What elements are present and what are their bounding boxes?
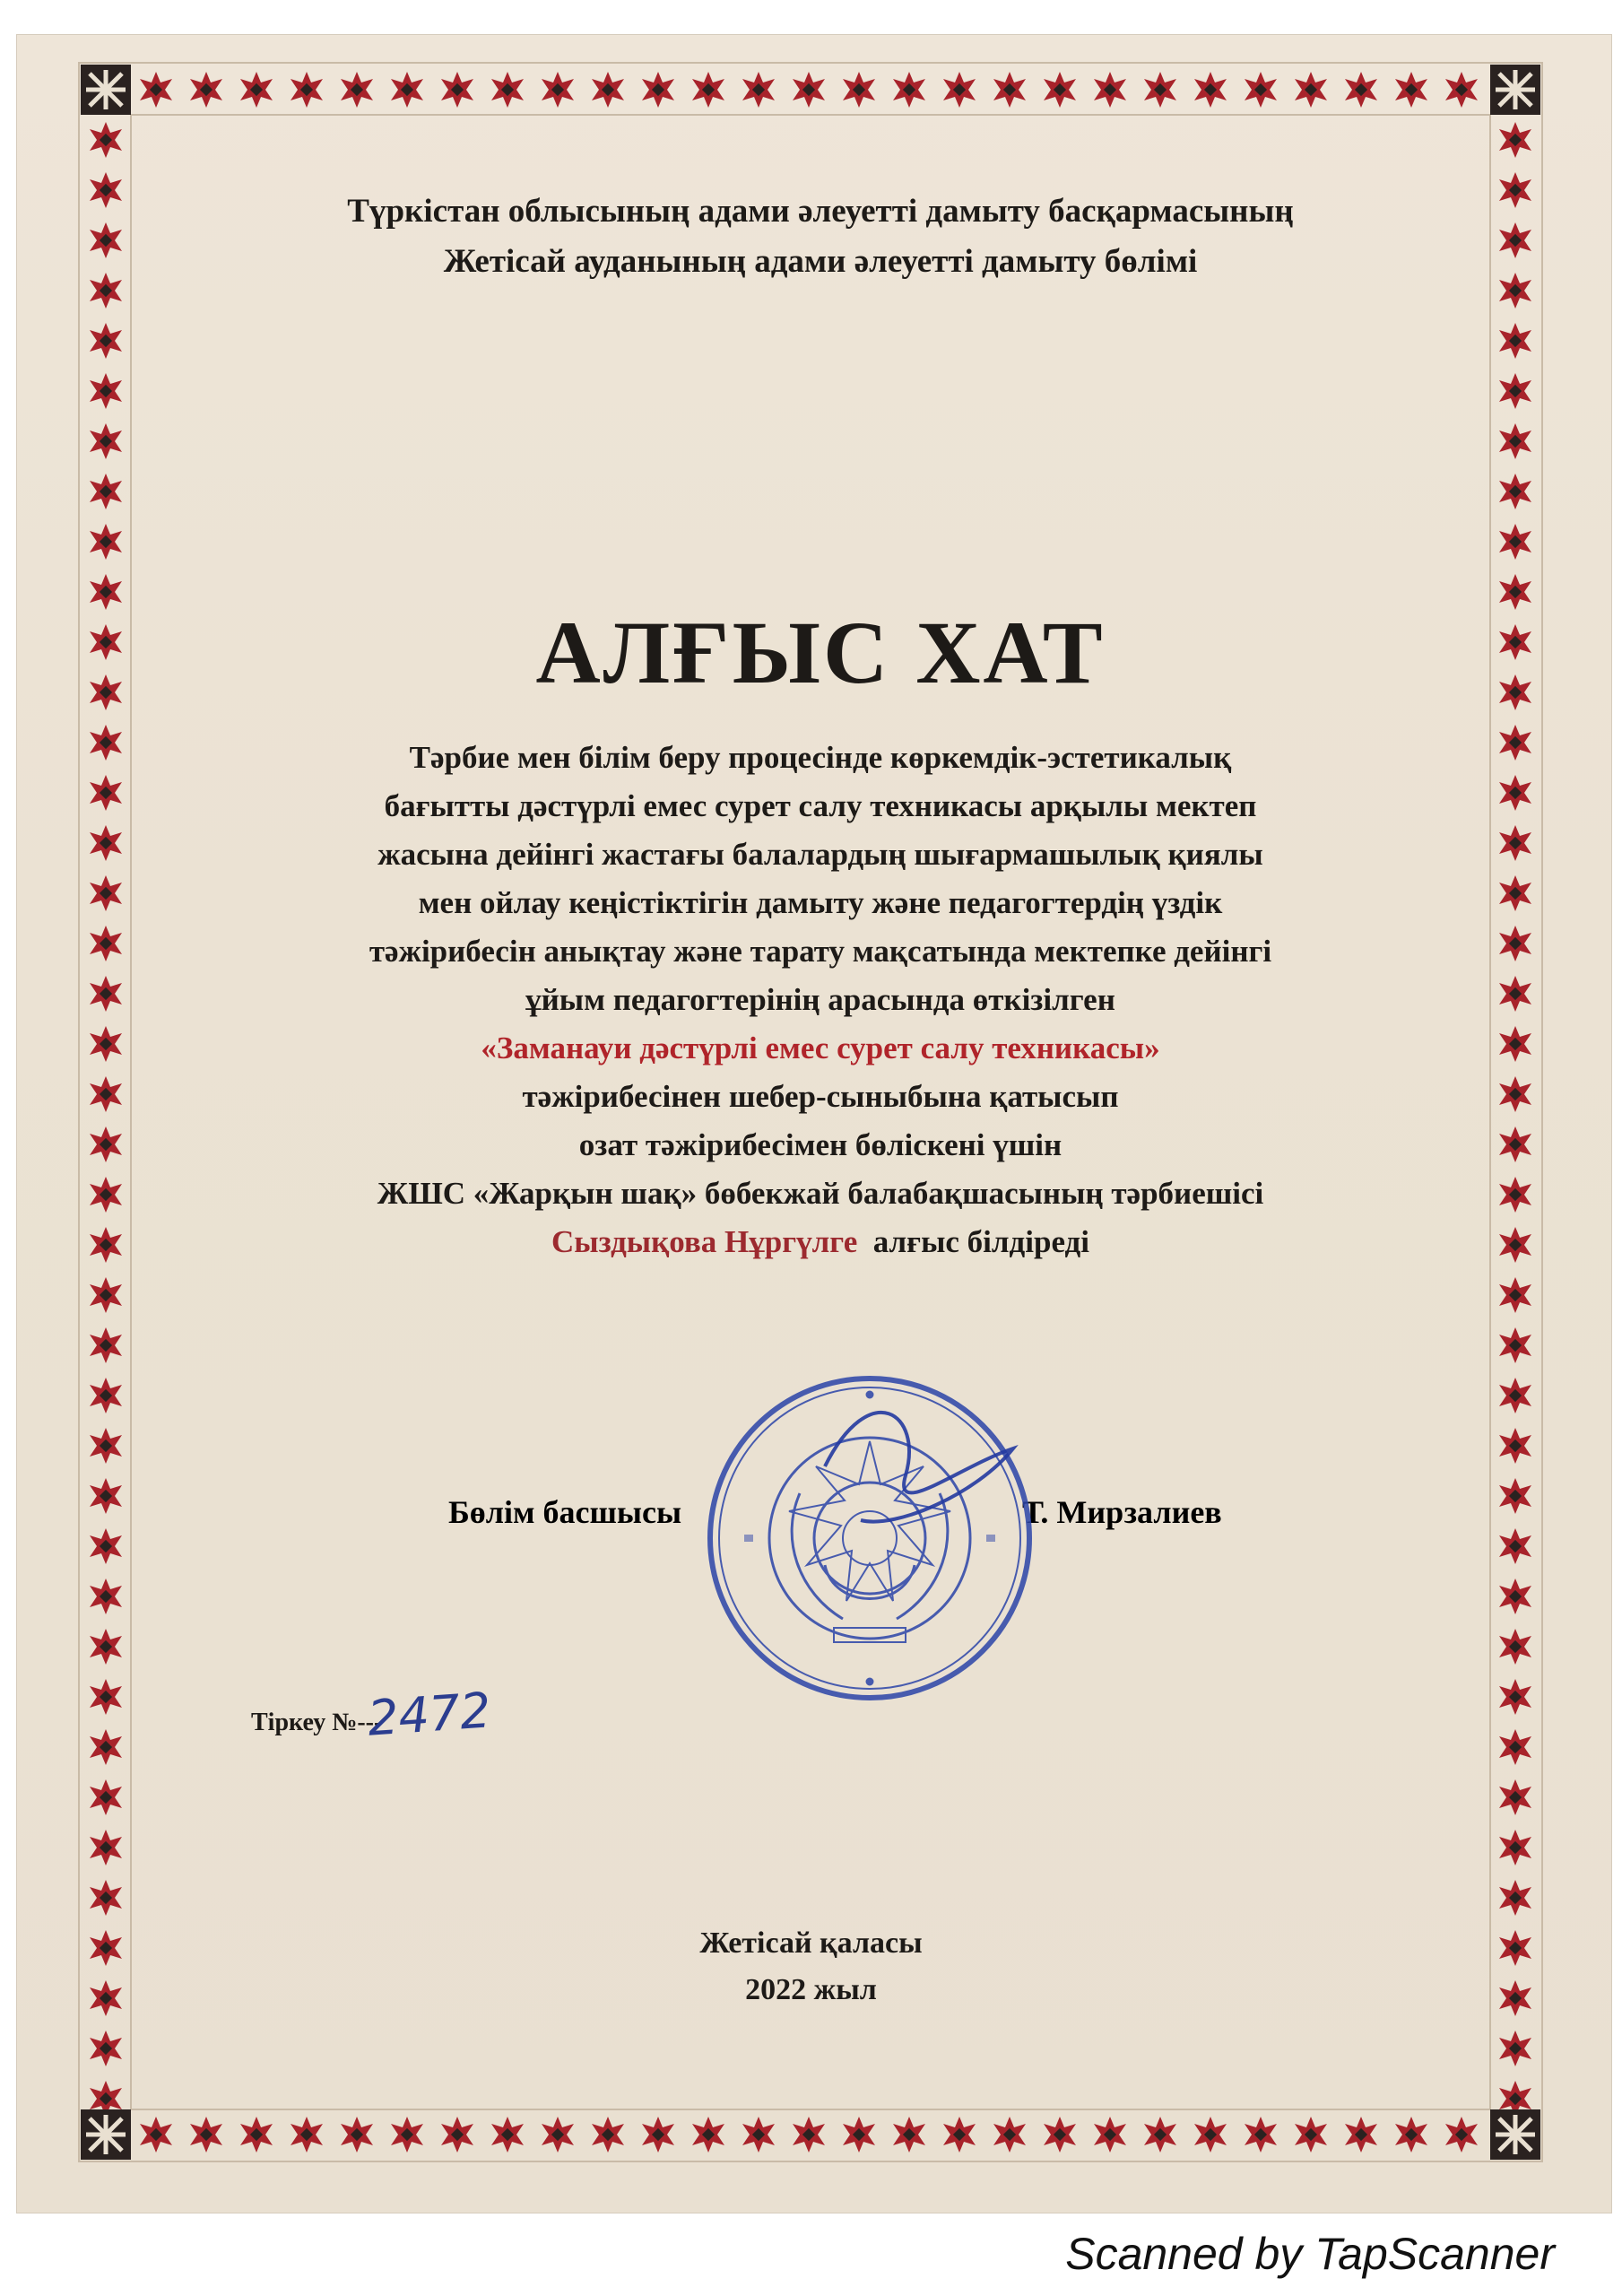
border-motif bbox=[90, 1578, 122, 1614]
border-motif bbox=[90, 1428, 122, 1464]
border-motif bbox=[1499, 1378, 1531, 1413]
border-motif bbox=[391, 2117, 423, 2152]
border-motif bbox=[341, 72, 373, 108]
border-motif bbox=[90, 122, 122, 158]
border-motif bbox=[1445, 72, 1478, 108]
border-motif bbox=[1094, 72, 1126, 108]
border-motif bbox=[1499, 1578, 1531, 1614]
event-title: «Заманауи дәстүрлі емес сурет салу техникасы» bbox=[481, 1031, 1160, 1065]
border-motif bbox=[1499, 926, 1531, 961]
border-motif bbox=[90, 1779, 122, 1815]
border-motif bbox=[1395, 2117, 1427, 2152]
scanner-watermark: Scanned by TapScanner bbox=[1065, 2229, 1555, 2279]
border-motif bbox=[240, 2117, 273, 2152]
border-motif bbox=[140, 2117, 172, 2152]
border-motif bbox=[1499, 825, 1531, 861]
border-motif bbox=[90, 1880, 122, 1916]
border-motif bbox=[1499, 222, 1531, 258]
border-motif bbox=[90, 1528, 122, 1564]
recipient-name: Сыздықова Нұргүлге bbox=[551, 1224, 858, 1259]
border-motif bbox=[943, 2117, 976, 2152]
border-motif bbox=[90, 1679, 122, 1715]
border-corner bbox=[1490, 65, 1540, 115]
border-motif bbox=[542, 2117, 574, 2152]
border-motif bbox=[1499, 1528, 1531, 1564]
border-motif bbox=[1194, 2117, 1227, 2152]
border-motif bbox=[90, 1026, 122, 1062]
border-motif bbox=[90, 1177, 122, 1213]
border-motif bbox=[441, 2117, 473, 2152]
border-motif bbox=[1499, 323, 1531, 359]
border-motif bbox=[90, 2031, 122, 2066]
border-motif bbox=[793, 2117, 825, 2152]
border-motif bbox=[1144, 72, 1176, 108]
border-motif bbox=[90, 524, 122, 560]
body-line: озат тәжірибесімен бөліскені үшін bbox=[578, 1127, 1063, 1162]
body-line: тәжірибесін анықтау және тарату мақсатында мектепке дейінгі bbox=[369, 934, 1272, 969]
body-line: ЖШС «Жарқын шақ» бөбекжай балабақшасының тәрбиешісі bbox=[377, 1176, 1264, 1211]
border-motif bbox=[1499, 1227, 1531, 1263]
border-motif bbox=[1295, 2117, 1327, 2152]
border-motif bbox=[1499, 1126, 1531, 1162]
border-motif bbox=[1499, 574, 1531, 610]
border-motif bbox=[1499, 875, 1531, 911]
border-motif bbox=[943, 72, 976, 108]
border-motif bbox=[642, 72, 674, 108]
border-motif bbox=[1044, 72, 1076, 108]
border-motif bbox=[90, 624, 122, 660]
registration-number: 2472 bbox=[365, 1682, 493, 1747]
border-motif bbox=[1345, 2117, 1377, 2152]
border-motif bbox=[341, 2117, 373, 2152]
border-motif bbox=[1499, 1729, 1531, 1765]
border-corner bbox=[1490, 2109, 1540, 2160]
border-motif bbox=[1499, 122, 1531, 158]
border-motif bbox=[993, 72, 1026, 108]
border-motif bbox=[1445, 2117, 1478, 2152]
border-motif bbox=[90, 172, 122, 208]
border-motif bbox=[1499, 1779, 1531, 1815]
border-motif bbox=[1499, 1830, 1531, 1866]
registration-label: Тіркеу №--- bbox=[251, 1709, 383, 1736]
border-motif bbox=[993, 2117, 1026, 2152]
signatory-name: Т. Мирзалиев bbox=[1022, 1494, 1222, 1530]
border-motif bbox=[90, 825, 122, 861]
border-motif bbox=[441, 72, 473, 108]
border-motif bbox=[1499, 976, 1531, 1012]
border-motif bbox=[90, 875, 122, 911]
border-motif bbox=[1499, 474, 1531, 509]
body-line: мен ойлау кеңістіктігін дамыту және педагогтердің үздік bbox=[418, 885, 1223, 920]
border-motif bbox=[140, 72, 172, 108]
recipient-line bbox=[179, 1218, 1462, 1266]
border-motif bbox=[90, 323, 122, 359]
border-motif bbox=[1295, 72, 1327, 108]
border-motif bbox=[90, 222, 122, 258]
border-motif bbox=[291, 72, 323, 108]
border-motif bbox=[742, 2117, 775, 2152]
border-motif bbox=[843, 72, 875, 108]
border-motif bbox=[1044, 2117, 1076, 2152]
border-corner bbox=[81, 2109, 131, 2160]
border-motif bbox=[1245, 2117, 1277, 2152]
border-motif bbox=[90, 725, 122, 761]
border-motif bbox=[592, 72, 624, 108]
border-motif bbox=[1345, 72, 1377, 108]
border-motif bbox=[692, 72, 724, 108]
border-motif bbox=[90, 373, 122, 409]
border-motif bbox=[592, 2117, 624, 2152]
issue-city: Жетісай қаласы bbox=[699, 1926, 923, 1960]
border-motif bbox=[190, 72, 222, 108]
border-motif bbox=[90, 926, 122, 961]
border-motif bbox=[742, 72, 775, 108]
border-motif bbox=[1499, 1880, 1531, 1916]
border-motif bbox=[542, 72, 574, 108]
issuer-line-2: Жетісай ауданының адами әлеуетті дамыту бөлімі bbox=[443, 243, 1198, 280]
border-motif bbox=[90, 1629, 122, 1665]
border-motif bbox=[240, 72, 273, 108]
border-motif bbox=[893, 72, 925, 108]
border-motif bbox=[491, 72, 524, 108]
border-motif bbox=[90, 1277, 122, 1313]
official-stamp bbox=[690, 1359, 1049, 1718]
border-motif bbox=[291, 2117, 323, 2152]
border-motif bbox=[1499, 1177, 1531, 1213]
border-motif bbox=[1144, 2117, 1176, 2152]
body-line: ұйым педагогтерінің арасында өткізілген bbox=[525, 982, 1115, 1017]
border-motif bbox=[1194, 72, 1227, 108]
border-motif bbox=[1499, 624, 1531, 660]
border-motif bbox=[1499, 423, 1531, 459]
signatory-position: Бөлім басшысы bbox=[448, 1494, 682, 1530]
body-line: бағытты дәстүрлі емес сурет салу техникасы арқылы мектеп bbox=[384, 788, 1257, 823]
border-motif bbox=[1499, 373, 1531, 409]
border-motif bbox=[1499, 524, 1531, 560]
border-motif bbox=[1499, 1026, 1531, 1062]
body-line: жасына дейінгі жастағы балалардың шығармашылық қиялы bbox=[377, 837, 1263, 872]
border-motif bbox=[1499, 1277, 1531, 1313]
letter-body bbox=[179, 734, 1462, 1266]
issuer-line-1: Түркістан облысының адами әлеуетті дамыту басқармасының bbox=[347, 193, 1294, 230]
border-motif bbox=[1499, 1478, 1531, 1514]
border-motif bbox=[1094, 2117, 1126, 2152]
border-motif bbox=[1499, 172, 1531, 208]
border-motif bbox=[1245, 72, 1277, 108]
border-motif bbox=[1499, 1428, 1531, 1464]
border-motif bbox=[90, 1478, 122, 1514]
border-motif bbox=[90, 674, 122, 710]
border-motif bbox=[1499, 1679, 1531, 1715]
border-motif bbox=[90, 474, 122, 509]
border-motif bbox=[90, 1729, 122, 1765]
border-motif bbox=[90, 976, 122, 1012]
border-motif bbox=[1499, 1327, 1531, 1363]
border-motif bbox=[1499, 775, 1531, 811]
border-motif bbox=[893, 2117, 925, 2152]
border-motif bbox=[1499, 674, 1531, 710]
border-motif bbox=[90, 423, 122, 459]
border-corner bbox=[81, 65, 131, 115]
border-motif bbox=[90, 775, 122, 811]
border-motif bbox=[90, 1227, 122, 1263]
border-motif bbox=[90, 574, 122, 610]
body-line: тәжірибесінен шебер-сыныбына қатысып bbox=[522, 1079, 1119, 1114]
border-motif bbox=[90, 1327, 122, 1363]
border-motif bbox=[1499, 2031, 1531, 2066]
border-motif bbox=[793, 72, 825, 108]
border-motif bbox=[1499, 273, 1531, 309]
border-motif bbox=[1499, 1629, 1531, 1665]
border-motif bbox=[1395, 72, 1427, 108]
border-motif bbox=[90, 273, 122, 309]
border-motif bbox=[90, 1378, 122, 1413]
border-motif bbox=[1499, 725, 1531, 761]
border-motif bbox=[90, 1076, 122, 1112]
border-motif bbox=[90, 1126, 122, 1162]
border-motif bbox=[90, 1830, 122, 1866]
border-motif bbox=[190, 2117, 222, 2152]
issue-year: 2022 жыл bbox=[745, 1973, 877, 2006]
border-motif bbox=[843, 2117, 875, 2152]
border-motif bbox=[1499, 1076, 1531, 1112]
body-line: Тәрбие мен білім беру процесінде көркемдік-эстетикалық bbox=[409, 740, 1232, 775]
border-motif bbox=[491, 2117, 524, 2152]
border-motif bbox=[391, 72, 423, 108]
border-motif bbox=[692, 2117, 724, 2152]
document-title: АЛҒЫС ХАТ bbox=[535, 603, 1106, 702]
border-motif bbox=[642, 2117, 674, 2152]
closing-text: алғыс білдіреді bbox=[872, 1224, 1089, 1259]
